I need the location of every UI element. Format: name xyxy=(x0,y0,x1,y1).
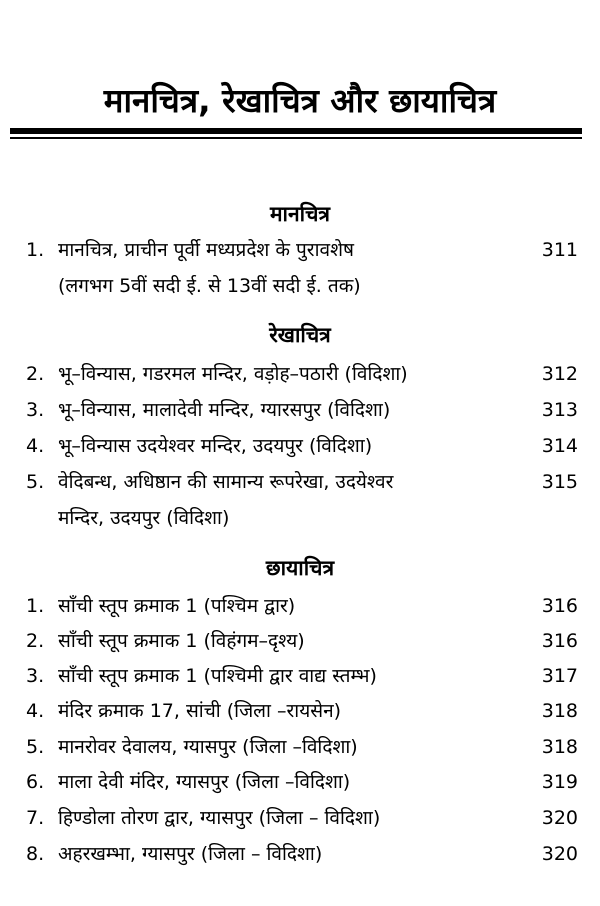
entry-number: 1. xyxy=(26,239,45,261)
entry-number: 2. xyxy=(26,363,45,385)
entry-title: मानचित्र, प्राचीन पूर्वी मध्यप्रदेश के पुरावशेष xyxy=(58,239,354,261)
list-item xyxy=(0,729,600,765)
entry-number: 8. xyxy=(26,843,45,865)
entry-page-number: 316 xyxy=(541,595,578,617)
entry-title-continuation: (लगभग 5वीं सदी ई. से 13वीं सदी ई. तक) xyxy=(58,275,361,297)
section-heading-photographs: छायाचित्र xyxy=(265,556,335,580)
list-item xyxy=(0,836,600,872)
list-item xyxy=(0,464,600,500)
list-item xyxy=(0,800,600,836)
list-item xyxy=(0,764,600,800)
entry-title: मानरोवर देवालय, ग्यासपुर (जिला –विदिशा) xyxy=(58,736,358,758)
entry-page-number: 312 xyxy=(541,363,578,385)
entry-page-number: 318 xyxy=(541,700,578,722)
entry-page-number: 313 xyxy=(541,399,578,421)
section-heading-drawings: रेखाचित्र xyxy=(269,323,331,347)
entry-number: 3. xyxy=(26,665,45,687)
entry-number: 4. xyxy=(26,435,45,457)
entry-page-number: 314 xyxy=(541,435,578,457)
list-item xyxy=(0,356,600,392)
entry-number: 6. xyxy=(26,771,45,793)
entry-title: साँची स्तूप क्रमाक 1 (विहंगम–दृश्य) xyxy=(58,630,305,652)
entry-page-number: 319 xyxy=(541,771,578,793)
list-item xyxy=(0,428,600,464)
section-heading-maps: मानचित्र xyxy=(269,202,331,226)
title-rule-thin xyxy=(10,137,582,139)
entry-number: 5. xyxy=(26,736,45,758)
entry-number: 7. xyxy=(26,807,45,829)
entry-page-number: 315 xyxy=(541,471,578,493)
entry-title: हिण्डोला तोरण द्वार, ग्यासपुर (जिला – विदिशा) xyxy=(58,807,381,829)
entry-title-continuation: मन्दिर, उदयपुर (विदिशा) xyxy=(58,507,230,529)
list-item xyxy=(0,588,600,624)
list-item xyxy=(0,232,600,268)
entry-page-number: 320 xyxy=(541,843,578,865)
entry-title: माला देवी मंदिर, ग्यासपुर (जिला –विदिशा) xyxy=(58,771,351,793)
entry-title: वेदिबन्ध, अधिष्ठान की सामान्य रूपरेखा, उदयेश्वर xyxy=(58,471,394,493)
page-title: मानचित्र, रेखाचित्र और छायाचित्र xyxy=(103,81,497,120)
entry-number: 1. xyxy=(26,595,45,617)
entry-title: भू–विन्यास, गडरमल मन्दिर, वड़ोह–पठारी (विदिशा) xyxy=(58,363,408,385)
entry-page-number: 320 xyxy=(541,807,578,829)
entry-page-number: 316 xyxy=(541,630,578,652)
entry-page-number: 318 xyxy=(541,736,578,758)
entry-title: भू–विन्यास उदयेश्वर मन्दिर, उदयपुर (विदिशा) xyxy=(58,435,373,457)
entry-title: अहरखम्भा, ग्यासपुर (जिला – विदिशा) xyxy=(58,843,323,865)
entry-title: साँची स्तूप क्रमाक 1 (पश्चिम द्वार) xyxy=(58,595,296,617)
entry-title: भू–विन्यास, मालादेवी मन्दिर, ग्यारसपुर (विदिशा) xyxy=(58,399,391,421)
entry-number: 3. xyxy=(26,399,45,421)
entry-title: साँची स्तूप क्रमाक 1 (पश्चिमी द्वार वाद्य स्तम्भ) xyxy=(58,665,377,687)
entry-page-number: 317 xyxy=(541,665,578,687)
entry-page-number: 311 xyxy=(541,239,578,261)
list-item xyxy=(0,693,600,729)
entry-number: 2. xyxy=(26,630,45,652)
entry-number: 5. xyxy=(26,471,45,493)
list-item xyxy=(0,658,600,694)
list-item xyxy=(0,623,600,659)
entry-title: मंदिर क्रमाक 17, सांची (जिला –रायसेन) xyxy=(58,700,342,722)
entry-number: 4. xyxy=(26,700,45,722)
title-rule-thick xyxy=(10,128,582,134)
list-item xyxy=(0,392,600,428)
